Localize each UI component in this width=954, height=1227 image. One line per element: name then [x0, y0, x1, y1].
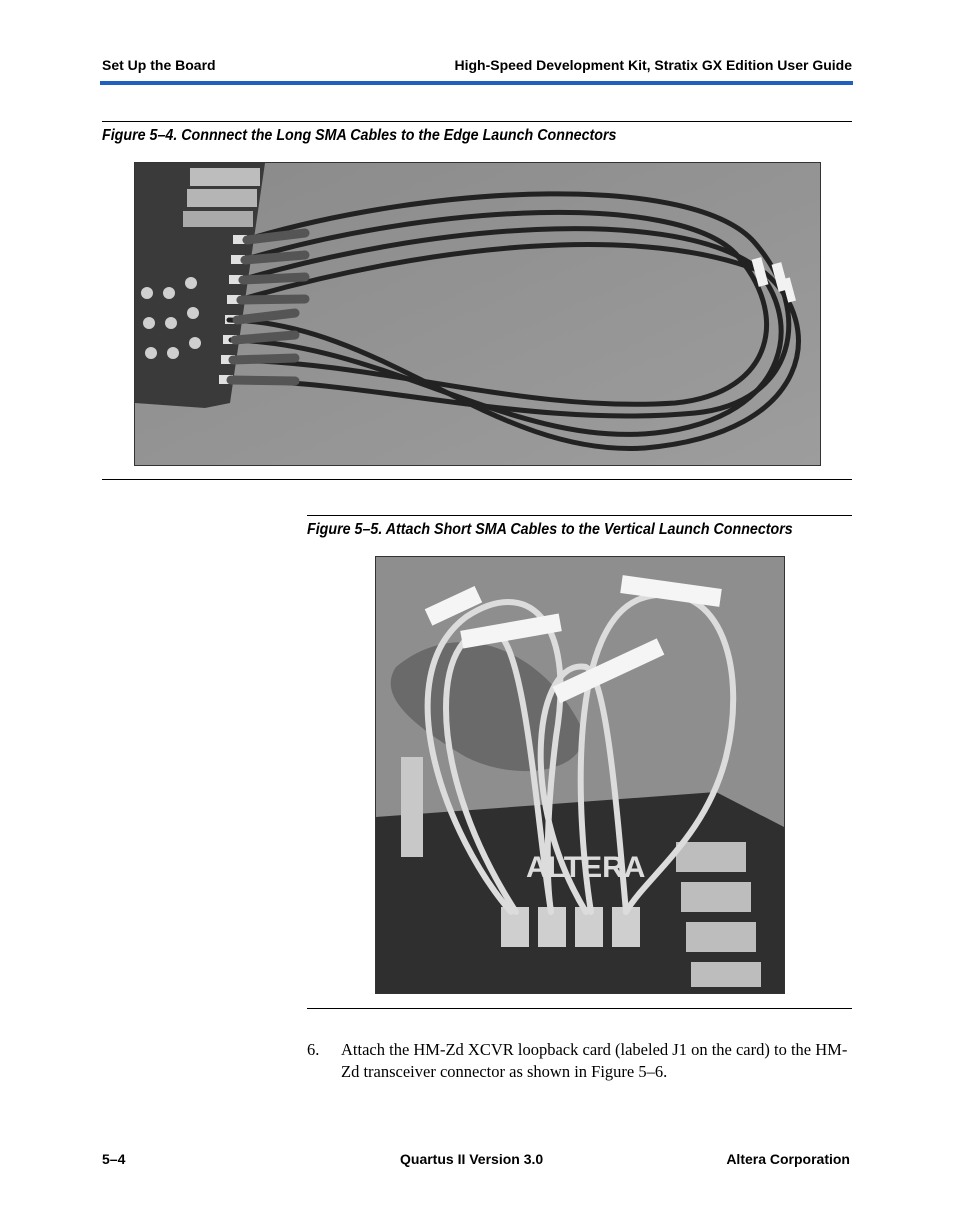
running-header-section: Set Up the Board	[102, 57, 216, 73]
figure-top-rule	[307, 515, 852, 516]
page-number: 5–4	[102, 1151, 126, 1167]
running-header-title: High-Speed Development Kit, Stratix GX Edition User Guide	[454, 57, 852, 73]
figure-caption: Figure 5–4. Connnect the Long SMA Cables to the Edge Launch Connectors	[102, 127, 617, 144]
figure-bottom-rule	[307, 1008, 852, 1009]
footer-version: Quartus II Version 3.0	[400, 1151, 544, 1167]
header-rule	[100, 81, 853, 85]
short-sma-cables-photo	[375, 556, 785, 994]
step-number: 6.	[307, 1040, 320, 1059]
step-text: Attach the HM-Zd XCVR loopback card (labeled J1 on the card) to the HM-Zd transceiver connector as shown in Figure 5–6.	[341, 1040, 848, 1081]
figure-caption: Figure 5–5. Attach Short SMA Cables to the Vertical Launch Connectors	[307, 521, 793, 538]
footer-company: Altera Corporation	[726, 1151, 850, 1167]
figure-top-rule	[102, 121, 852, 122]
long-sma-cables-photo	[134, 162, 821, 466]
board-logo-text: ALTERA	[526, 851, 646, 884]
figure-bottom-rule	[102, 479, 852, 480]
